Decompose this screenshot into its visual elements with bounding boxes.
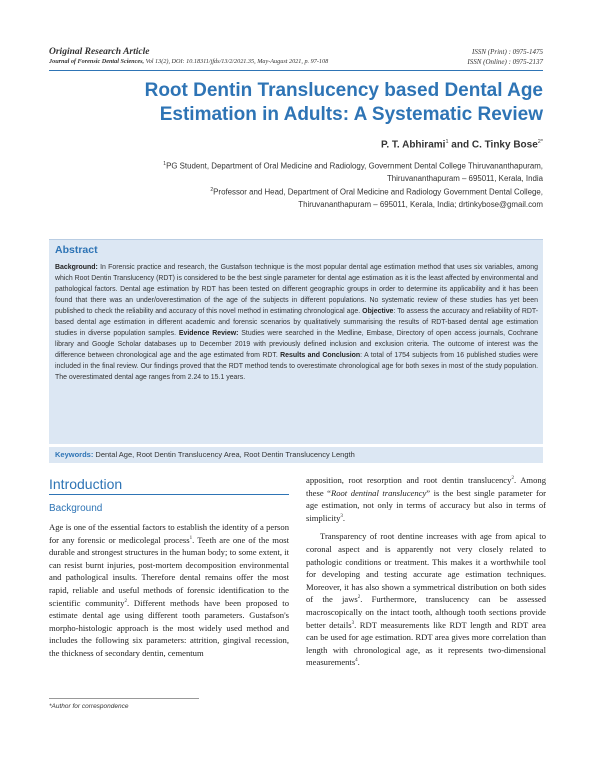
affiliation-1-line-1: PG Student, Department of Oral Medicine and Radiology, Government Dental College Thiruvananthapuram,	[166, 161, 543, 171]
intro-text-10: . RDT measurements like RDT length and RDT area can be used for age estimation. RDT area gives more correlation than length with chronological age, as it represents two-dimensional measurements	[306, 619, 546, 668]
intro-text-5: . Among these “	[306, 475, 546, 498]
intro-text-3: . Different methods have been proposed to estimate dental age using different tooth parameters. Gustafson's morpho-histologic approach is the most widely used method and includes the following six parameters: attrition, gingival recession, the thickness of secondary dentin, cementum	[49, 597, 289, 658]
body-column-right	[306, 474, 546, 669]
citation-ref: 2	[124, 598, 127, 604]
author-conjunction: and	[448, 139, 472, 151]
journal-name: Journal of Forensic Dental Sciences,	[49, 58, 145, 65]
abstract-objective-label: Objective	[362, 308, 394, 315]
correspondence-footnote: *Author for correspondence	[49, 703, 129, 710]
intro-paragraph-2	[306, 474, 546, 524]
author-1-affiliation: 1	[445, 139, 449, 145]
citation-ref: 4	[355, 658, 358, 664]
intro-text-11: .	[357, 657, 360, 668]
keywords-text: Dental Age, Root Dentin Translucency Area, Root Dentin Translucency Length	[93, 450, 355, 459]
intro-paragraph-1	[49, 521, 289, 660]
abstract-body	[55, 262, 538, 383]
introduction-divider	[49, 494, 289, 495]
citation-ref: 1	[189, 535, 193, 541]
intro-text-9: . Furthermore, translucency can be assessed macroscopically on the intact tooth, although tooth sections provide better details	[306, 594, 546, 630]
author-1: P. T. Abhirami	[380, 139, 446, 151]
citation-ref: 3	[340, 513, 343, 519]
abstract-objective-text: : To assess the accuracy and reliability of RDT-based dental age estimation in different academic and forensic scenarios by qualitatively summarising the results of RDT-based dental age estimation studies in diverse population samples.	[55, 308, 538, 337]
abstract-results-text: : A total of 1754 subjects from 16 published studies were included in the final review. Our findings proved that the RDT method tends to overestimate chronological age for both sexes in most of the study population. The overestimated dental age ranges from 2.24 to 15.1 years.	[55, 352, 538, 381]
abstract-results-label: Results and Conclusion	[280, 352, 361, 359]
affiliation-2-line-1: Professor and Head, Department of Oral Medicine and Radiology Government Dental College,	[213, 187, 543, 197]
intro-text-4: apposition, root resorption and root dentin translucency	[306, 475, 512, 485]
affiliation-2	[63, 184, 543, 211]
body-column-left	[49, 521, 289, 660]
issn-online: ISSN (Online) : 0975-2137	[467, 58, 543, 66]
abstract-background-label: Background:	[55, 264, 98, 271]
abstract-evidence-text: Studies were searched in the Medline, Embase, Directory of open access journals, Cochrane library and Google Scholar databases up to December 2019 with previously defined inclusion and exclusion criteria. The outcome of interest was the difference between chronological age and the age estimated from RDT.	[55, 330, 538, 359]
author-list	[381, 139, 543, 150]
citation-ref: 2	[357, 595, 361, 601]
intro-text-6: ” is the best single parameter for age estimation, not only in terms of accuracy but also in terms of simplicity	[306, 487, 546, 523]
journal-citation	[49, 58, 328, 65]
issn-print: ISSN (Print) : 0975-1475	[472, 48, 543, 56]
citation-details: Vol 13(2), DOI: 10.18311/jfds/13/2/2021.35, May-August 2021, p. 97-108	[144, 58, 329, 65]
intro-text-2: . Teeth are one of the most durable and strongest structures in the human body; to some extent, it can resist burnt injuries, post-mortem decomposition environmental and pathological insults. Therefore dental remains offer the most rapid, reliable and useful methods of forensic identification to the scientific community	[49, 534, 289, 608]
article-title: Root Dentin Translucency based Dental Age Estimation in Adults: A Systematic Review	[144, 80, 543, 125]
header-divider	[49, 70, 543, 71]
introduction-heading: Introduction	[49, 476, 123, 492]
citation-ref: 2	[511, 476, 514, 482]
background-subheading: Background	[49, 503, 103, 514]
author-2-affiliation: 2*	[537, 139, 543, 145]
affiliation-2-line-2: Thiruvananthapuram – 695011, Kerala, India; drtinkybose@gmail.com	[298, 200, 543, 210]
abstract-evidence-label: Evidence Review:	[178, 330, 239, 337]
intro-text-8: Transparency of root dentine increases with age from apical to coronal aspect and is apparently not very closely related to pathologic conditions or treatment. This makes it a worthwhile tool for developing and testing accurate age estimation techniques. Moreover, it has also shown a symmetrical distribution on both sides of the jaws	[306, 531, 546, 605]
affiliation-1	[63, 158, 543, 185]
affiliation-1-number: 1	[163, 161, 167, 167]
running-header-left	[49, 47, 328, 65]
intro-paragraph-3	[306, 530, 546, 669]
keywords-label: Keywords:	[55, 450, 94, 459]
abstract-background-text: In Forensic practice and research, the Gustafson technique is the most popular dental age estimation method that uses six variables, among which Root Dentin Translucency (RDT) is considered to be the best single parameter for dental age estimation as it is the least affected by environmental and pathological factors. Dental age estimation by RDT has been tested on different geographic groups in order to determine its applicability and it has been found that there was an under/overestimation of the age of the subjects in different populations. No systematic review of these studies has yet been published to check the reliability and accuracy of this novel method in estimating chronological age.	[55, 264, 538, 315]
affiliation-1-line-2: Thiruvananthapuram – 695011, Kerala, India	[386, 174, 543, 184]
intro-emphasis: Root dentinal translucency	[330, 487, 427, 498]
running-header-right	[467, 47, 543, 67]
article-type: Original Research Article	[49, 47, 150, 57]
citation-ref: 3	[351, 620, 355, 626]
keywords	[55, 450, 355, 459]
affiliation-2-number: 2	[210, 187, 214, 193]
author-2: C. Tinky Bose	[471, 139, 538, 151]
footnote-divider	[49, 698, 199, 699]
abstract-heading: Abstract	[55, 244, 98, 256]
intro-text-1: Age is one of the essential factors to establish the identity of a person for any forensic or medicolegal process	[49, 522, 289, 545]
intro-text-7: .	[342, 512, 346, 523]
